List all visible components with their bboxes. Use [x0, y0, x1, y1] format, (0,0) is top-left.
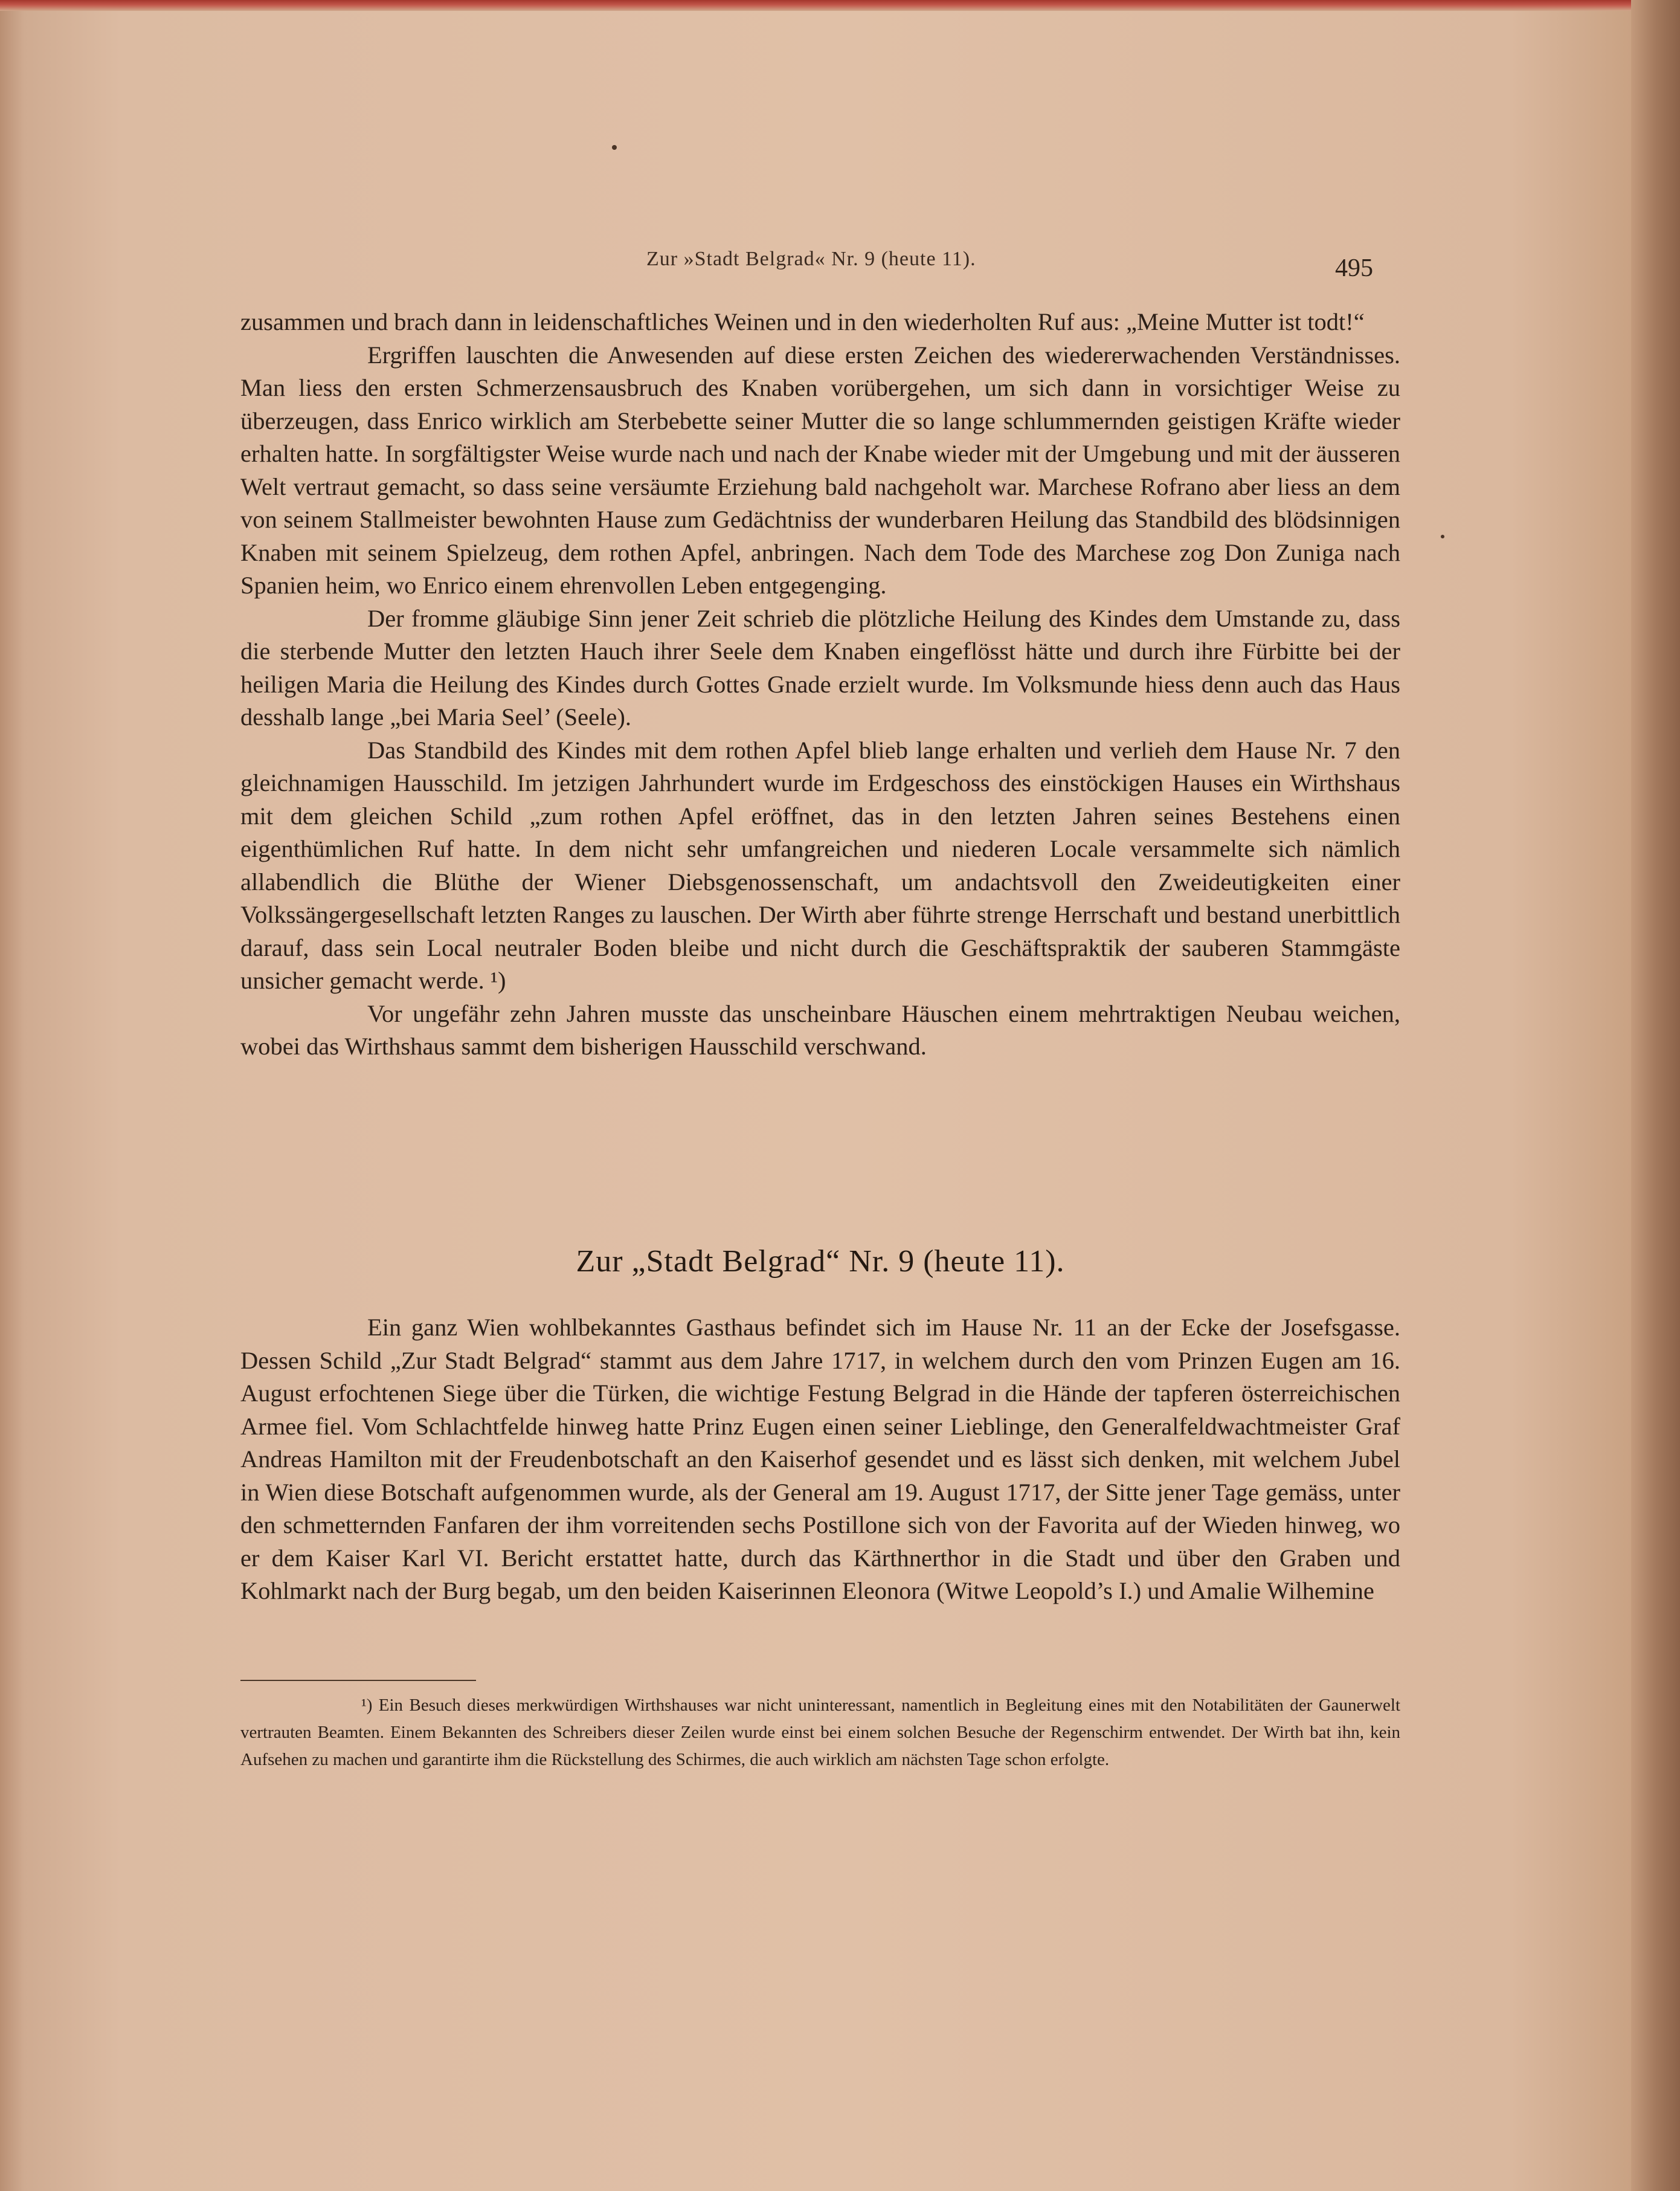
paragraph: zusammen und brach dann in leidenschaftliches Weinen und in den wiederholten Ruf aus: „Meine Mutter ist todt!“: [240, 308, 1365, 335]
page-number: 495: [1335, 254, 1373, 282]
continuation-text: [240, 306, 1400, 1063]
footnote-text: ¹) Ein Besuch dieses merkwürdigen Wirthshauses war nicht uninteressant, namentlich in Begleitung eines mit den Notabilitäten der Gaunerwelt vertrauten Beamten. Einem Bekannten des Schreibers dieser Zeilen wurde einst bei einem solchen Besuche der Regenschirm entwendet. Der Wirth bat ihn, kein Aufsehen zu machen und garantirte ihm die Rückstellung des Schirmes, die auch wirklich am nächsten Tage schon erfolgte.: [240, 1696, 1400, 1769]
paragraph: Ein ganz Wien wohlbekanntes Gasthaus befindet sich im Hause Nr. 11 an der Ecke der Josefsgasse. Dessen Schild „Zur Stadt Belgrad“ stammt aus dem Jahre 1717, in welchem durch den vom Prinzen Eugen am 16. August erfochtenen Siege über die Türken, die wichtige Festung Belgrad in die Hände der tapferen österreichischen Armee fiel. Vom Schlachtfelde hinweg hatte Prinz Eugen einen seiner Lieblinge, den Generalfeldwachtmeister Graf Andreas Hamilton mit der Freudenbotschaft an den Kaiserhof gesendet und es lässt sich denken, mit welchem Jubel in Wien diese Botschaft aufgenommen wurde, als der General am 19. August 1717, der Sitte jener Tage gemäss, unter den schmetternden Fanfaren der ihm vorreitenden sechs Postillone sich von der Favorita auf der Wieden hinweg, wo er dem Kaiser Karl VI. Bericht erstattet hatte, durch das Kärthnerthor in die Stadt und über den Graben und Kohlmarkt nach der Burg begab, um den beiden Kaiserinnen Eleonora (Witwe Leopold’s I.) und Amalie Wilhemine: [240, 1314, 1400, 1604]
paper-speck: [612, 145, 617, 150]
footnote-rule: [240, 1680, 476, 1681]
page-top-edge: [0, 0, 1680, 11]
section-heading: Zur „Stadt Belgrad“ Nr. 9 (heute 11).: [576, 1244, 1065, 1279]
section-text: [240, 1311, 1400, 1608]
paragraph: Der fromme gläubige Sinn jener Zeit schrieb die plötzliche Heilung des Kindes dem Umstande zu, dass die sterbende Mutter den letzten Hauch ihrer Seele dem Knaben eingeflösst hätte und durch ihre Fürbitte bei der heiligen Maria die Heilung des Kindes durch Gottes Gnade erzielt wurde. Im Volksmunde hiess denn auch das Haus desshalb lange „bei Maria Seel’ (Seele).: [240, 604, 1400, 731]
paragraph: Ergriffen lauschten die Anwesenden auf diese ersten Zeichen des wiedererwachenden Verständnisses. Man liess den ersten Schmerzensausbruch des Knaben vorübergehen, um sich dann in vorsichtiger Weise zu überzeugen, dass Enrico wirklich am Sterbebette seiner Mutter die so lange schlummernden geistigen Kräfte wieder erhalten hatte. In sorgfältigster Weise wurde nach und nach der Knabe wieder mit der Umgebung und mit der äusseren Welt vertraut gemacht, so dass seine versäumte Erziehung bald nachgeholt war. Marchese Rofrano aber liess an dem von seinem Stallmeister bewohnten Hause zum Gedächtniss der wunderbaren Heilung das Standbild des blödsinnigen Knaben mit seinem Spielzeug, dem rothen Apfel, anbringen. Nach dem Tode des Marchese zog Don Zuniga nach Spanien heim, wo Enrico einem ehrenvollen Leben entgegenging.: [240, 341, 1400, 599]
running-head: Zur »Stadt Belgrad« Nr. 9 (heute 11).: [646, 248, 976, 270]
book-spine: [1631, 0, 1680, 2191]
footnote: [240, 1692, 1400, 1773]
paper-speck: [1441, 535, 1444, 538]
paragraph: Das Standbild des Kindes mit dem rothen Apfel blieb lange erhalten und verlieh dem Hause Nr. 7 den gleichnamigen Hausschild. Im jetzigen Jahrhundert wurde im Erdgeschoss des einstöckigen Hauses ein Wirthshaus mit dem gleichen Schild „zum rothen Apfel eröffnet, das in den letzten Jahren seines Bestehens einen eigenthümlichen Ruf hatte. In dem nicht sehr umfangreichen und niederen Locale versammelte sich nämlich allabendlich die Blüthe der Wiener Diebsgenossenschaft, um andachtsvoll den Zweideutigkeiten einer Volkssängergesellschaft letzten Ranges zu lauschen. Der Wirth aber führte strenge Herrschaft und bestand unerbittlich darauf, dass sein Local neutraler Boden bleibe und nicht durch die Geschäftspraktik der sauberen Stammgäste unsicher gemacht werde. ¹): [240, 736, 1400, 994]
paragraph: Vor ungefähr zehn Jahren musste das unscheinbare Häuschen einem mehrtraktigen Neubau weichen, wobei das Wirthshaus sammt dem bisherigen Hausschild verschwand.: [240, 999, 1400, 1060]
